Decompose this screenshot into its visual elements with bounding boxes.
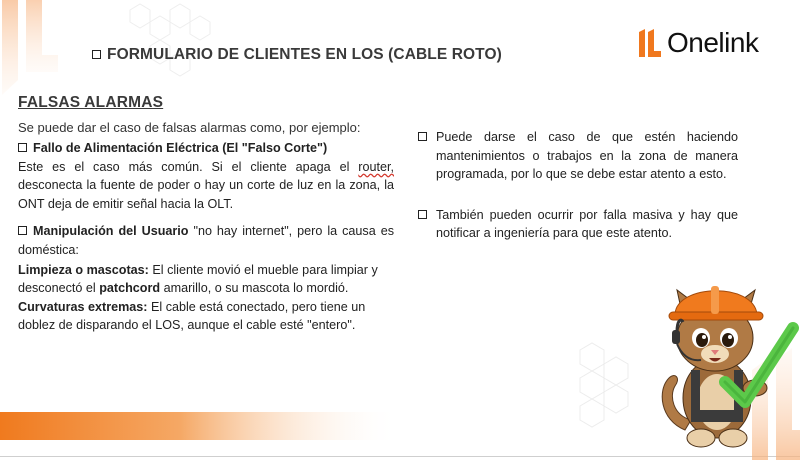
checkbox-bullet-icon [18,143,27,152]
user-manipulation-text: "no hay internet", pero la causa es doméstica: [18,224,394,258]
user-manipulation-item [18,222,394,259]
slide-title [92,46,502,64]
cleaning-pets-text: El cliente movió el mueble para limpiar y desconectó el [18,262,378,296]
power-failure-text-rest: desconecta la fuente de poder o hay un corte de luz en la zona, la ONT deja de emitir señal hacia la OLT. [18,178,394,211]
mass-failure-bullet-text: También pueden ocurrir por falla masiva y hay que notificar a ingeniería para que este atento. [436,207,738,241]
spellcheck-flagged-word: router, [358,159,394,174]
extreme-bends-label: Curvaturas extremas: [18,299,148,314]
maintenance-bullet [418,128,738,184]
mass-failure-bullet [418,206,738,243]
right-column [418,128,738,243]
checkbox-bullet-icon [92,50,101,59]
brand-logo-text: Onelink [667,27,759,58]
intro-text: Se puede dar el caso de falsas alarmas como, por ejemplo: [18,119,361,135]
cleaning-pets-label: Limpieza o mascotas: [18,262,149,277]
checkbox-bullet-icon [418,210,427,219]
left-column [18,94,394,335]
brand-logo [637,26,782,60]
cleaning-pets-item [18,261,394,298]
bottom-accent-bar [0,412,400,440]
checkbox-bullet-icon [18,226,27,235]
checkbox-bullet-icon [418,132,427,141]
power-failure-text-part: Este es el caso más común. Si el cliente apaga el [18,159,359,174]
section-heading: FALSAS ALARMAS [18,94,164,111]
cat-mascot-illustration [655,270,800,450]
brand-mark-icon [637,28,663,58]
slide-title-text: FORMULARIO DE CLIENTES EN LOS (CABLE ROTO) [107,46,502,63]
power-failure-heading [18,139,394,158]
user-manipulation-heading: Manipulación del Usuario [33,224,189,239]
power-failure-text [18,158,394,214]
maintenance-bullet-text: Puede darse el caso de que estén haciendo mantenimientos o trabajos en la zona de manera programada, por lo que se debe estar atento a esto. [436,130,738,182]
cleaning-pets-text-rest: amarillo, o su mascota lo mordió. [160,281,349,296]
extreme-bends-text: El cable está conectado, pero tiene un doblez de disparando el LOS, aunque el cable esté "entero". [18,299,366,333]
power-failure-heading-text: Fallo de Alimentación Eléctrica (El "Falso Corte") [33,141,328,156]
patchcord-term: patchcord [99,281,161,296]
extreme-bends-item [18,298,394,335]
